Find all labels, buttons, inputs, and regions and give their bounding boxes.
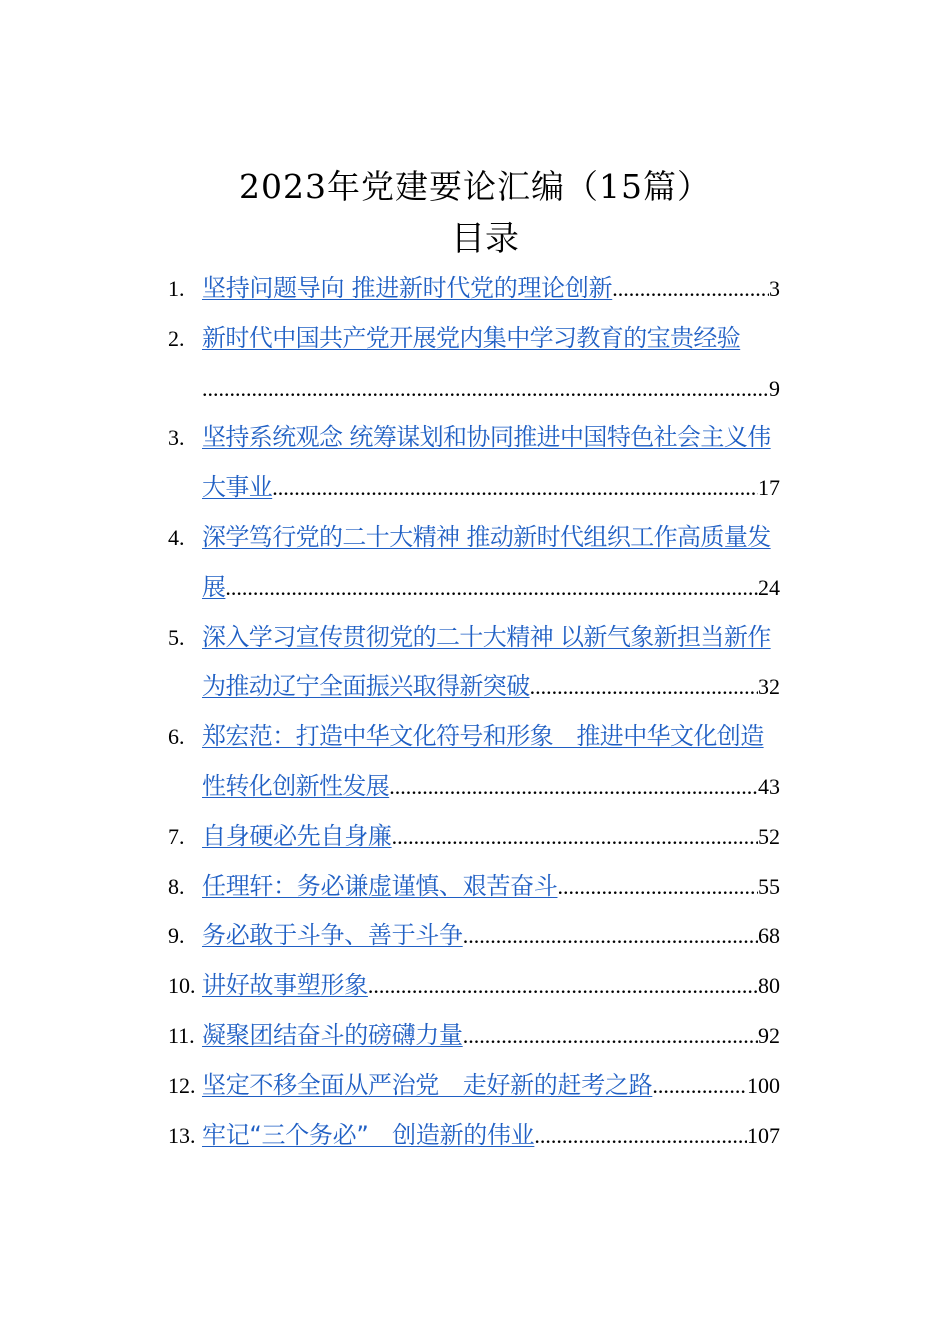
toc-entry-link[interactable]: 新时代中国共产党开展党内集中学习教育的宝贵经验: [202, 323, 741, 352]
table-of-contents: [168, 264, 780, 1160]
toc-entry-number: 2.: [168, 325, 185, 351]
toc-entry-link[interactable]: 性转化创新性发展: [202, 771, 390, 800]
toc-leader-dots: [225, 563, 758, 613]
toc-page-number: 92: [758, 1022, 780, 1048]
toc-entry-line: [202, 613, 780, 663]
toc-entry[interactable]: [168, 314, 780, 414]
toc-entry-link[interactable]: 务必敢于斗争、善于斗争: [202, 921, 463, 950]
toc-entry-number: 8.: [168, 873, 185, 899]
toc-entry-line: [202, 911, 780, 961]
toc-page-number: 17: [758, 475, 780, 501]
toc-entry-link[interactable]: 牢记“三个务必” 创造新的伟业: [202, 1120, 535, 1149]
toc-entry-line: [202, 812, 780, 862]
toc-entry-number: 6.: [168, 724, 185, 750]
toc-entry-line: [202, 463, 780, 513]
toc-entry-link[interactable]: 深入学习宣传贯彻党的二十大精神 以新气象新担当新作: [202, 622, 771, 651]
toc-entry-number: 10.: [168, 973, 196, 999]
toc-page-number: 80: [758, 973, 780, 999]
toc-entry-link[interactable]: 展: [202, 572, 226, 601]
toc-entry-line: [202, 1111, 780, 1161]
toc-entry-line: [202, 662, 780, 712]
toc-leader-dots: [368, 961, 758, 1011]
toc-leader-dots: [272, 463, 758, 513]
toc-entry-link[interactable]: 为推动辽宁全面振兴取得新突破: [202, 672, 530, 701]
toc-entry-link[interactable]: 郑宏范：打造中华文化符号和形象 推进中华文化创造: [202, 722, 764, 751]
toc-leader-dots: [202, 364, 769, 414]
toc-entry-link[interactable]: 坚持问题导向 推进新时代党的理论创新: [202, 274, 613, 302]
toc-entry-link[interactable]: 坚持系统观念 统筹谋划和协同推进中国特色社会主义伟: [202, 423, 771, 452]
toc-entry-line: [202, 364, 780, 414]
toc-entry-line: [202, 961, 780, 1011]
toc-page-number: 9: [769, 375, 780, 401]
toc-entry-link[interactable]: 自身硬必先自身廉: [202, 821, 392, 850]
toc-page-number: 32: [758, 674, 780, 700]
toc-leader-dots: [558, 862, 759, 912]
toc-entry-number: 5.: [168, 624, 185, 650]
toc-leader-dots: [463, 911, 758, 961]
toc-entry-link[interactable]: 坚定不移全面从严治党 走好新的赶考之路: [202, 1070, 653, 1099]
toc-entry[interactable]: [168, 1061, 780, 1111]
toc-entry[interactable]: [168, 1111, 780, 1161]
toc-leader-dots: [530, 662, 758, 712]
toc-entry-line: [202, 413, 780, 463]
toc-entry-number: 12.: [168, 1072, 196, 1098]
toc-page-number: 43: [758, 773, 780, 799]
toc-page-number: 3: [769, 276, 780, 301]
toc-leader-dots: [392, 812, 758, 862]
document-title: 2023年党建要论汇编（15篇）: [239, 167, 711, 206]
toc-leader-dots: [463, 1011, 758, 1061]
toc-page-number: 55: [758, 873, 780, 899]
toc-entry-link[interactable]: 大事业: [202, 473, 273, 502]
toc-entry-line: [202, 712, 780, 762]
toc-leader-dots: [652, 1061, 747, 1111]
toc-page-number: 68: [758, 923, 780, 949]
toc-leader-dots: [534, 1111, 747, 1161]
toc-entry-number: 13.: [168, 1122, 196, 1148]
toc-page-number: 52: [758, 823, 780, 849]
toc-entry-line: [202, 862, 780, 912]
toc-entry-number: 3.: [168, 425, 185, 451]
toc-entry[interactable]: [168, 413, 780, 513]
toc-entry-number: 7.: [168, 823, 185, 849]
toc-page-number: 107: [747, 1122, 780, 1148]
toc-entry[interactable]: [168, 812, 780, 862]
toc-entry-line: [202, 264, 780, 314]
toc-entry-number: 1.: [168, 276, 185, 301]
toc-entry-line: [202, 314, 780, 364]
toc-entry[interactable]: [168, 513, 780, 613]
toc-entry-number: 4.: [168, 524, 185, 550]
toc-entry-link[interactable]: 讲好故事塑形象: [202, 971, 368, 1000]
toc-heading: 目录: [451, 219, 519, 259]
toc-entry[interactable]: [168, 613, 780, 713]
toc-page-number: 24: [758, 574, 780, 600]
toc-entry-line: [202, 762, 780, 812]
toc-entry-line: [202, 563, 780, 613]
toc-entry-line: [202, 513, 780, 563]
toc-entry-number: 9.: [168, 923, 185, 949]
toc-page-number: 100: [747, 1072, 780, 1098]
toc-entry[interactable]: [168, 1011, 780, 1061]
toc-leader-dots: [612, 264, 769, 314]
toc-entry[interactable]: [168, 911, 780, 961]
toc-entry[interactable]: [168, 862, 780, 912]
toc-entry-link[interactable]: 深学笃行党的二十大精神 推动新时代组织工作高质量发: [202, 522, 771, 551]
toc-entry[interactable]: [168, 712, 780, 812]
toc-leader-dots: [389, 762, 758, 812]
toc-entry-line: [202, 1011, 780, 1061]
toc-entry-link[interactable]: 凝聚团结奋斗的磅礴力量: [202, 1020, 463, 1049]
toc-entry-line: [202, 1061, 780, 1111]
toc-entry-link[interactable]: 任理轩：务必谦虚谨慎、艰苦奋斗: [202, 871, 558, 900]
toc-entry[interactable]: [168, 264, 780, 314]
toc-entry[interactable]: [168, 961, 780, 1011]
toc-entry-number: 11.: [168, 1022, 195, 1048]
